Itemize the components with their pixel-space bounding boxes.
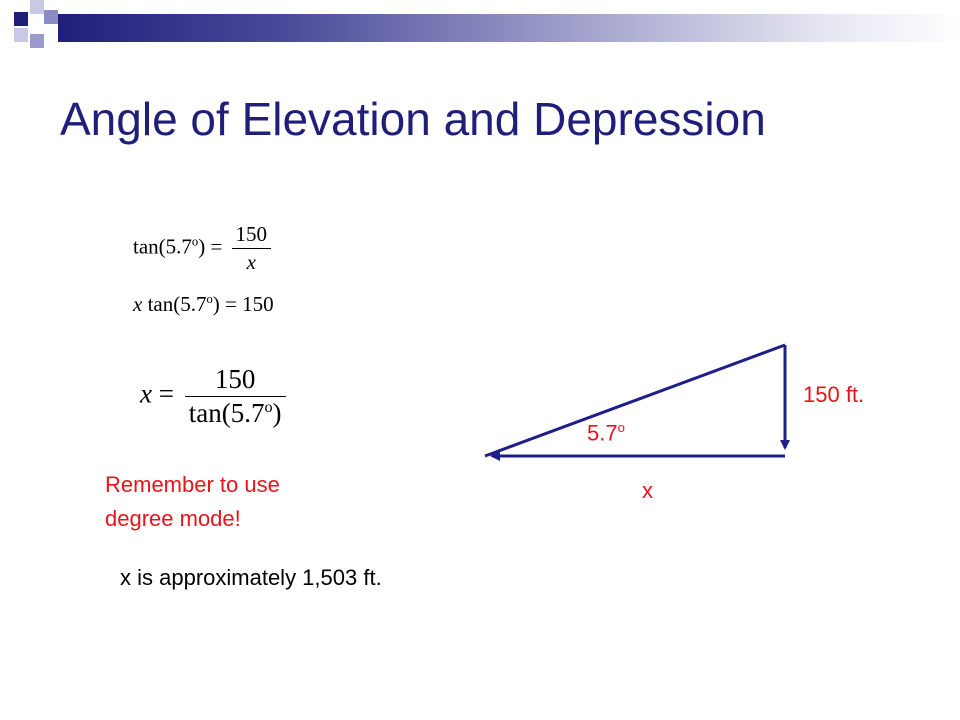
angle-degree: o xyxy=(617,420,625,435)
eq3-fraction xyxy=(185,364,286,429)
eq3-numerator: 150 xyxy=(185,364,286,397)
equation-3 xyxy=(140,364,286,429)
eq3-equals: = xyxy=(158,378,174,409)
banner-gradient-bar xyxy=(58,14,960,42)
eq1-equals: = xyxy=(210,234,223,259)
base-label: x xyxy=(642,478,653,503)
eq1-numerator: 150 xyxy=(232,222,272,249)
triangle-diagram xyxy=(470,330,800,470)
banner-square xyxy=(30,34,44,48)
slide-title: Angle of Elevation and Depression xyxy=(60,93,766,145)
equation-1 xyxy=(133,222,271,275)
angle-value: 5.7 xyxy=(587,420,618,446)
eq3-den-fn: tan(5.7 xyxy=(188,398,265,428)
equation-2 xyxy=(133,292,274,317)
answer-text: x is approximately 1,503 ft. xyxy=(120,565,382,590)
eq3-degree: o xyxy=(264,398,273,416)
eq1-degree: o xyxy=(191,234,199,249)
banner-square xyxy=(30,0,44,14)
note-line-2: degree mode! xyxy=(105,506,241,531)
eq3-denominator xyxy=(185,397,286,429)
hypotenuse-line xyxy=(485,345,785,456)
eq1-denominator: x xyxy=(246,250,256,274)
eq2-rest: ) = 150 xyxy=(212,292,274,316)
note-line-1: Remember to use xyxy=(105,472,280,497)
header-banner xyxy=(0,0,960,60)
eq2-var: x xyxy=(133,292,143,316)
eq1-close: ) xyxy=(198,234,206,259)
angle-label xyxy=(587,420,625,446)
degree-mode-note xyxy=(105,468,280,536)
height-label: 150 ft. xyxy=(803,382,865,407)
eq1-lhs: tan(5.7 xyxy=(133,234,192,259)
banner-square xyxy=(44,10,58,24)
eq2-degree: o xyxy=(206,292,213,306)
eq2-fn: tan(5.7 xyxy=(147,292,207,316)
banner-square xyxy=(14,12,28,26)
banner-square xyxy=(14,28,28,42)
eq1-fraction xyxy=(232,222,272,275)
eq3-var: x xyxy=(140,378,152,409)
eq3-close: ) xyxy=(272,398,282,428)
